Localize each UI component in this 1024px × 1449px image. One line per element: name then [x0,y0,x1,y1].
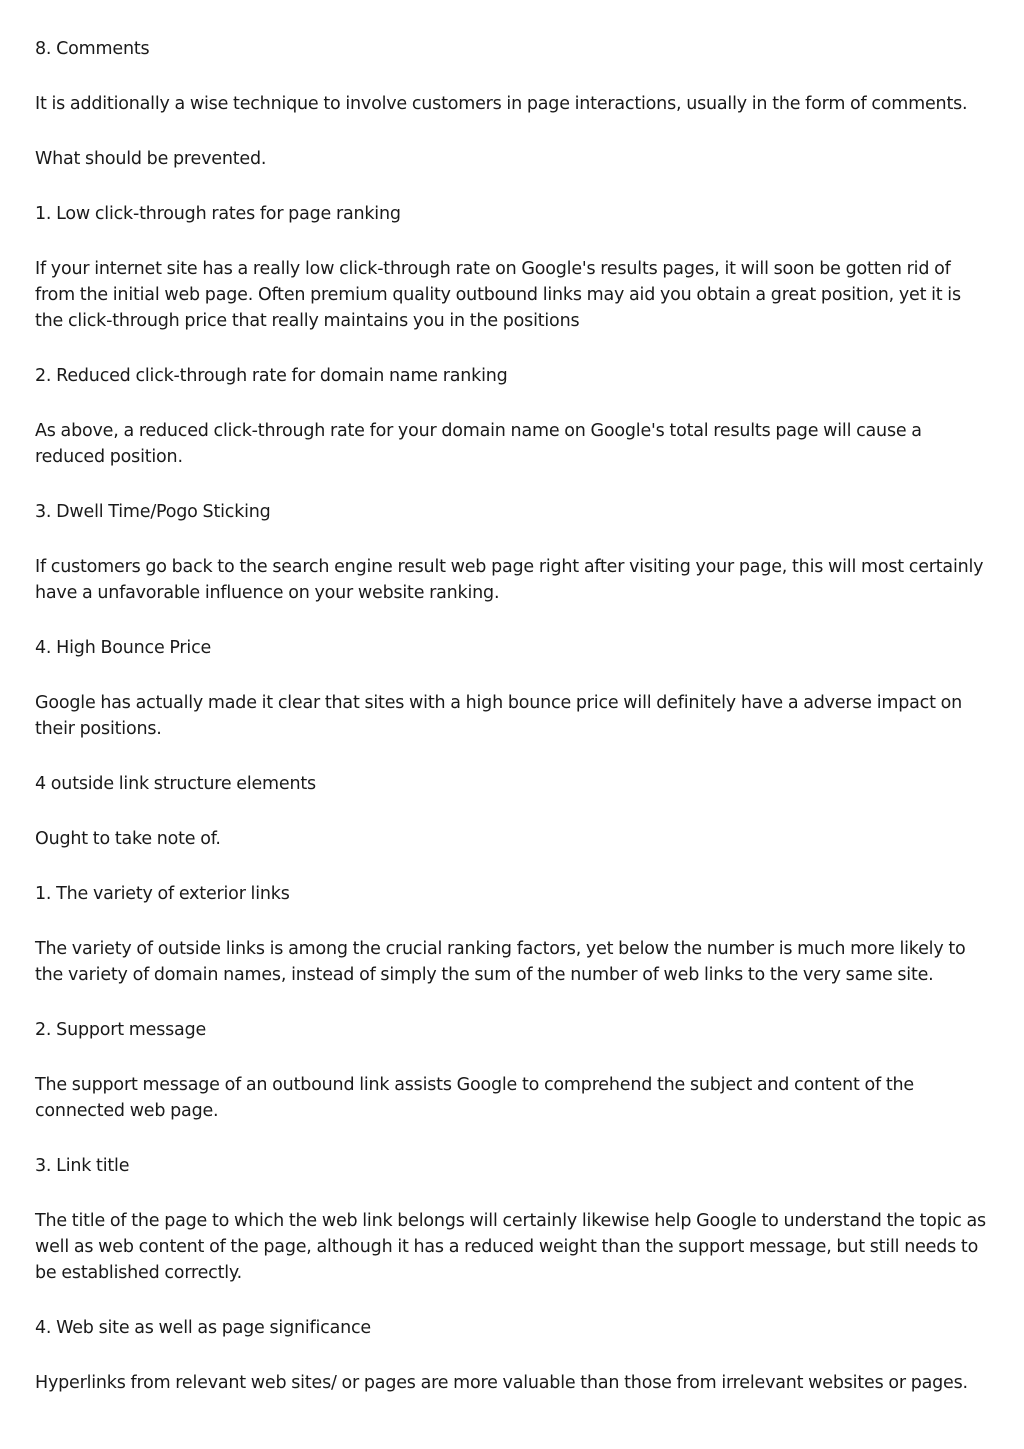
heading-what-to-prevent: What should be prevented. [35,149,267,169]
heading-comments: 8. Comments [35,39,150,59]
heading-support-message: 2. Support message [35,1020,207,1040]
heading-dwell-time: 3. Dwell Time/Pogo Sticking [35,502,271,522]
paragraph-bounce: Google has actually made it clear that sites with a high bounce price will definitely have a adverse impact on their positions. [35,693,963,739]
heading-outside-links: 4 outside link structure elements [35,774,316,794]
heading-low-ctr-page: 1. Low click-through rates for page ranking [35,204,401,224]
paragraph-take-note: Ought to take note of. [35,829,221,849]
heading-relevance: 4. Web site as well as page significance [35,1318,371,1338]
paragraph-relevance: Hyperlinks from relevant web sites/ or pages are more valuable than those from irrelevant websites or pages. [35,1373,968,1393]
paragraph-dwell-time: If customers go back to the search engine result web page right after visiting your page, this will most certainly have a unfavorable influence on your website ranking. [35,557,984,603]
heading-low-ctr-domain: 2. Reduced click-through rate for domain name ranking [35,366,508,386]
heading-bounce: 4. High Bounce Price [35,638,212,658]
paragraph-comments: It is additionally a wise technique to involve customers in page interactions, usually in the form of comments. [35,94,968,114]
paragraph-variety-links: The variety of outside links is among the crucial ranking factors, yet below the number is much more likely to the variety of domain names, instead of simply the sum of the number of web links to the very same site. [35,939,966,985]
heading-variety-links: 1. The variety of exterior links [35,884,290,904]
paragraph-low-ctr-page: If your internet site has a really low click-through rate on Google's results pages, it will soon be gotten rid of from the initial web page. Often premium quality outbound links may aid you obtain a great position, yet it is the click-through price that really maintains you in the positions [35,259,961,331]
paragraph-support-message: The support message of an outbound link assists Google to comprehend the subject and content of the connected web page. [35,1075,914,1121]
document-body [35,36,987,1425]
paragraph-low-ctr-domain: As above, a reduced click-through rate for your domain name on Google's total results page will cause a reduced position. [35,421,922,467]
heading-link-title: 3. Link title [35,1156,130,1176]
paragraph-link-title: The title of the page to which the web link belongs will certainly likewise help Google to understand the topic as well as web content of the page, although it has a reduced weight than the support message, but still needs to be established correctly. [35,1211,986,1283]
